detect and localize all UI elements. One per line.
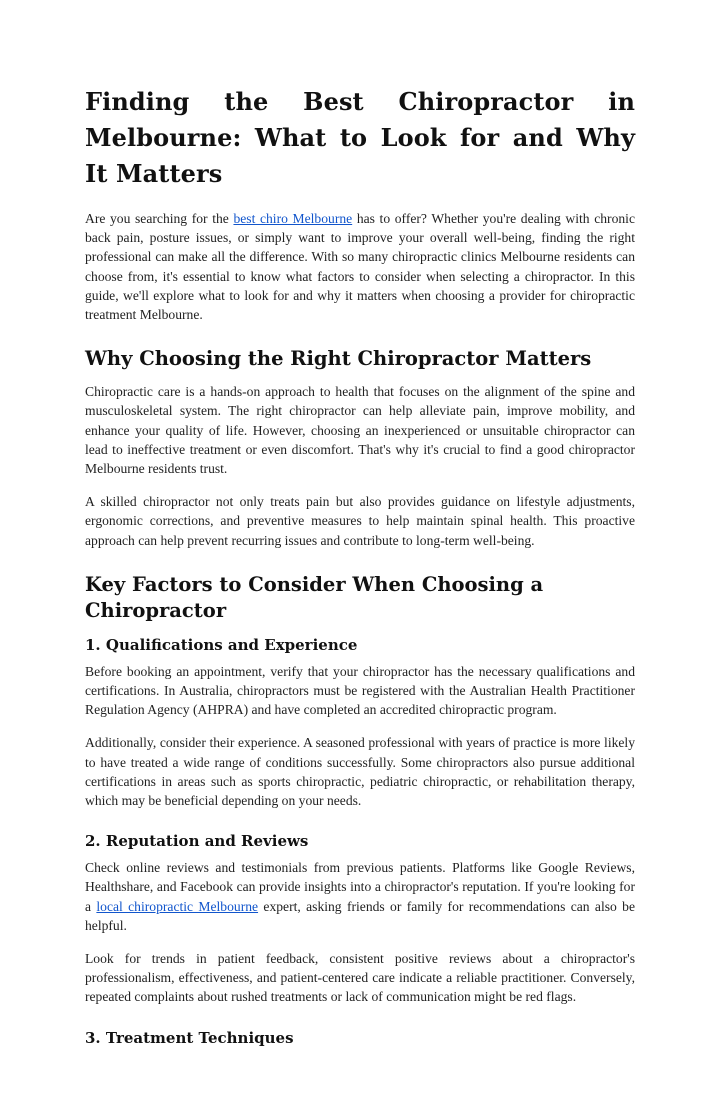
qualifications-paragraph-2: Additionally, consider their experience. A seasoned professional with years of practice is more likely to have treated a wide range of conditions successfully. Some chiropractors also pursue additional certifications in areas such as sports chiropractic, pediatric chiropractic, or rehabilitation therapy, which may be beneficial depending on your needs. xyxy=(85,735,635,809)
section-heading-key-factors: Key Factors to Consider When Choosing a Chiropractor xyxy=(85,572,544,622)
reputation-paragraph-1 xyxy=(85,858,635,935)
reputation-text-before-link: Check online reviews and testimonials from previous patients. Platforms like Google Reviews, Healthshare, and Facebook can provide insights into a chiropractor's reputation. If you're looking for a xyxy=(85,860,635,914)
best-chiro-melbourne-link[interactable]: best chiro Melbourne xyxy=(233,211,353,226)
qualifications-paragraph-1: Before booking an appointment, verify that your chiropractor has the necessary qualifications and certifications. In Australia, chiropractors must be registered with the Australian Health Practitioner Regulation Agency (AHPRA) and have completed an accredited chiropractic program. xyxy=(85,663,635,718)
reputation-paragraph-2: Look for trends in patient feedback, consistent positive reviews about a chiropractor's professionalism, effectiveness, and patient-centered care indicate a reliable practitioner. Conversely, repeated complaints about rushed treatments or lack of communication might be red flags. xyxy=(85,951,635,1005)
intro-paragraph xyxy=(85,209,635,324)
reputation-text-after-link: expert, asking friends or family for recommendations can also be helpful. xyxy=(85,898,635,933)
subheading-qualifications: 1. Qualifications and Experience xyxy=(85,635,358,654)
subheading-reputation: 2. Reputation and Reviews xyxy=(85,832,309,851)
page-title: Finding the Best Chiropractor in Melbourne: What to Look for and Why It Matters xyxy=(85,87,635,188)
subheading-treatment-techniques: 3. Treatment Techniques xyxy=(85,1028,294,1047)
local-chiropractic-melbourne-link[interactable]: local chiropractic Melbourne xyxy=(96,898,259,914)
section-heading-why: Why Choosing the Right Chiropractor Matters xyxy=(85,347,592,371)
why-paragraph-2: A skilled chiropractor not only treats pain but also provides guidance on lifestyle adjustments, ergonomic corrections, and preventive measures to help maintain spinal health. This proactive approach can help prevent recurring issues and contribute to long-term well-being. xyxy=(85,494,635,548)
intro-text-before-link: Are you searching for the xyxy=(85,211,234,226)
intro-text-after-link: has to offer? Whether you're dealing with chronic back pain, posture issues, or simply want to improve your overall well-being, finding the right professional can make all the difference. With so many chiropractic clinics Melbourne residents can choose from, it's essential to know what factors to consider when selecting a chiropractor. In this guide, we'll explore what to look for and why it matters when choosing a provider for chiropractic treatment Melbourne. xyxy=(85,211,635,323)
why-paragraph-1: Chiropractic care is a hands-on approach to health that focuses on the alignment of the spine and musculoskeletal system. The right chiropractor can help alleviate pain, improve mobility, and enhance your quality of life. However, choosing an inexperienced or unsuitable chiropractor can lead to ineffective treatment or even discomfort. That's why it's crucial to find a good chiropractor Melbourne residents trust. xyxy=(85,384,635,477)
